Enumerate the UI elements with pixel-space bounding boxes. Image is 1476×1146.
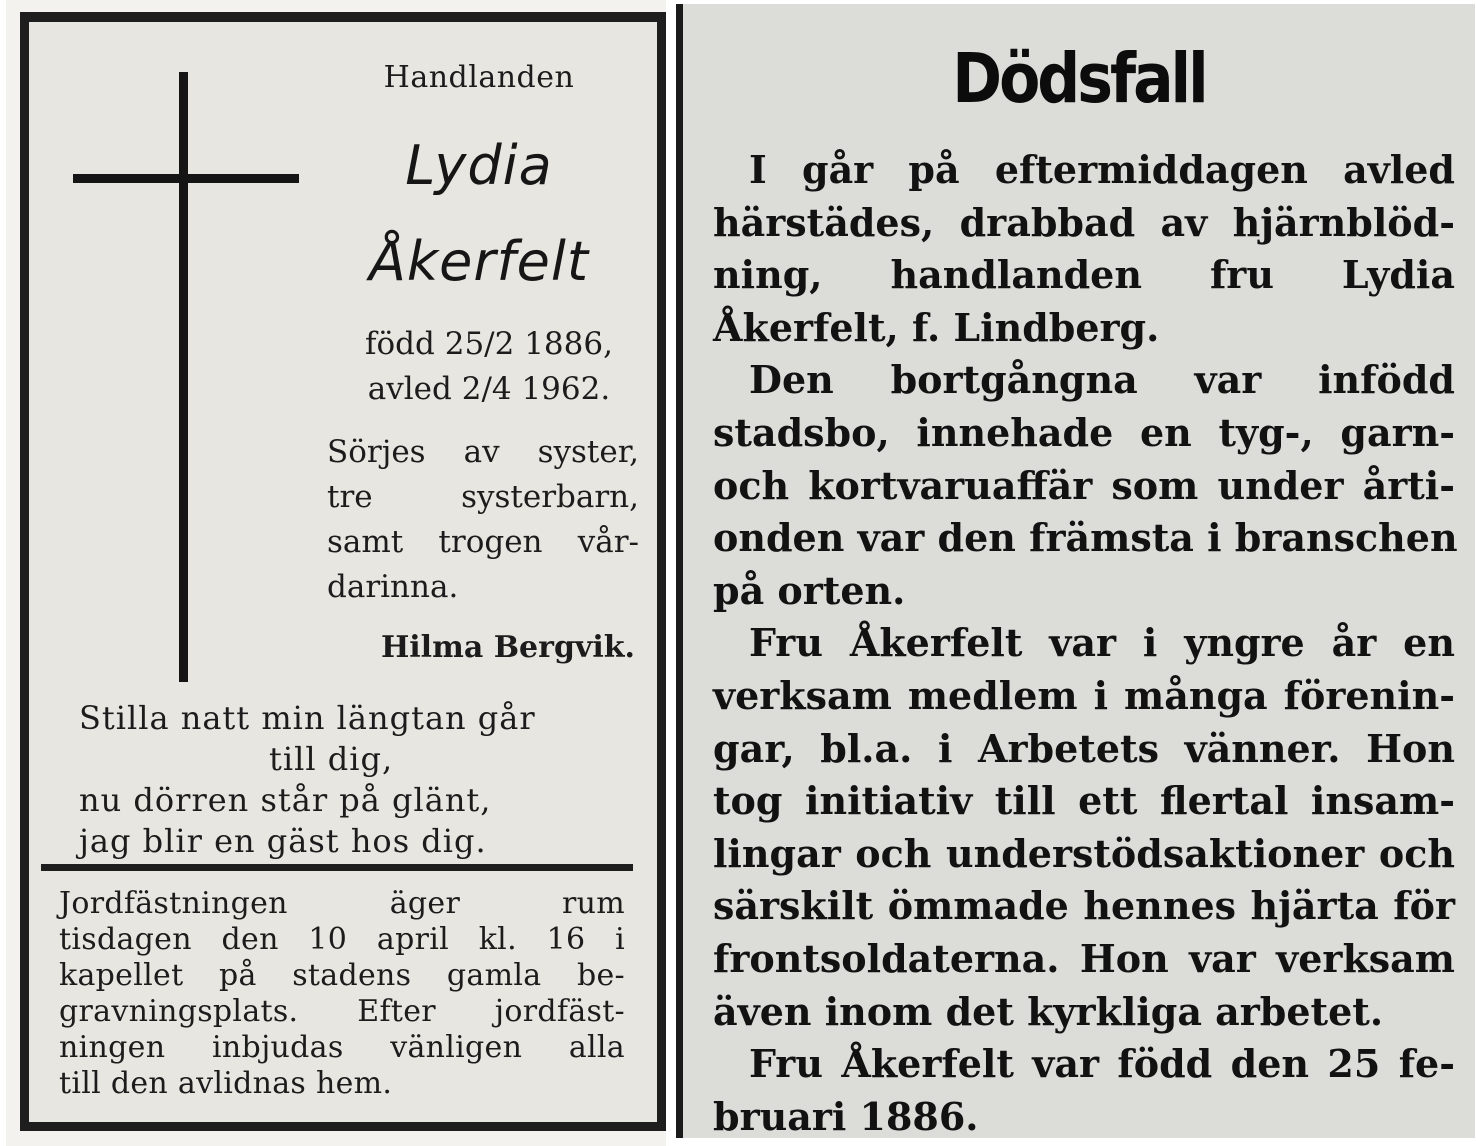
obituary-article — [676, 4, 1475, 1138]
article-line: och kortvaruaffär som under årti- — [713, 462, 1455, 508]
article-line: verksam medlem i många förenin- — [713, 672, 1455, 718]
funeral-line: tisdagen den 10 april kl. 16 i — [59, 922, 625, 957]
birth-date: född 25/2 1886, — [365, 326, 613, 362]
funeral-line: ningen inbjudas vänligen alla — [59, 1030, 625, 1065]
article-headline: Dödsfall — [952, 38, 1206, 120]
verse-line: Stilla natt min längtan går — [79, 699, 536, 737]
mourners-line: samt trogen vår- — [327, 524, 639, 560]
article-line: Fru Åkerfelt var i yngre år en — [749, 620, 1455, 666]
article-line: gar, bl.a. i Arbetets vänner. Hon — [713, 725, 1455, 771]
mourners-line: tre systerbarn, — [327, 479, 639, 515]
article-line: Åkerfelt, f. Lindberg. — [713, 304, 1160, 350]
funeral-line: gravningsplats. Efter jordfäst- — [59, 994, 625, 1029]
article-line: ning, handlanden fru Lydia — [713, 252, 1455, 298]
article-line: även inom det kyrkliga arbetet. — [713, 988, 1384, 1034]
cross-symbol-vertical — [179, 72, 188, 682]
article-line: Den bortgångna var infödd — [749, 357, 1455, 403]
verse-line: nu dörren står på glänt, — [79, 781, 492, 819]
life-dates — [344, 322, 634, 412]
verse-line: jag blir en gäst hos dig. — [79, 822, 487, 860]
mourners-line: Sörjes av syster, — [327, 434, 639, 470]
mourners-line: darinna. — [327, 569, 459, 605]
cross-symbol-horizontal — [73, 174, 299, 183]
death-notice — [6, 0, 666, 1146]
article-line: lingar och understödsaktioner och — [713, 830, 1455, 876]
article-line: Fru Åkerfelt var född den 25 fe- — [749, 1041, 1455, 1087]
funeral-line: till den avlidnas hem. — [59, 1066, 393, 1101]
notice-frame — [20, 12, 666, 1131]
deceased-occupation: Handlanden — [383, 60, 575, 95]
mourners-text — [327, 430, 639, 610]
article-line: på orten. — [713, 567, 906, 613]
deceased-last-name: Åkerfelt — [368, 230, 590, 293]
article-line: frontsoldaterna. Hon var verksam — [713, 935, 1455, 981]
article-body — [713, 144, 1458, 1143]
memorial-verse — [79, 698, 609, 862]
deceased-first-name: Lydia — [405, 134, 553, 197]
funeral-announcement — [59, 886, 625, 1102]
article-line: särskilt ömmade hennes hjärta för — [713, 883, 1455, 929]
article-line: bruari 1886. — [713, 1093, 979, 1139]
death-date: avled 2/4 1962. — [367, 371, 611, 407]
verse-line: till dig, — [269, 740, 394, 778]
article-line: stadsbo, innehade en tyg-, garn- — [713, 409, 1455, 455]
funeral-line: Jordfästningen äger rum — [59, 886, 625, 921]
divider-rule — [41, 864, 633, 871]
article-line: tog initiativ till ett flertal insam- — [713, 778, 1455, 824]
funeral-line: kapellet på stadens gamla be- — [59, 958, 625, 993]
article-line: onden var den främsta i branschen — [713, 515, 1458, 561]
article-line: I går på eftermiddagen avled — [749, 147, 1455, 192]
signature: Hilma Bergvik. — [380, 630, 635, 665]
article-line: härstädes, drabbad av hjärnblöd- — [713, 199, 1455, 245]
